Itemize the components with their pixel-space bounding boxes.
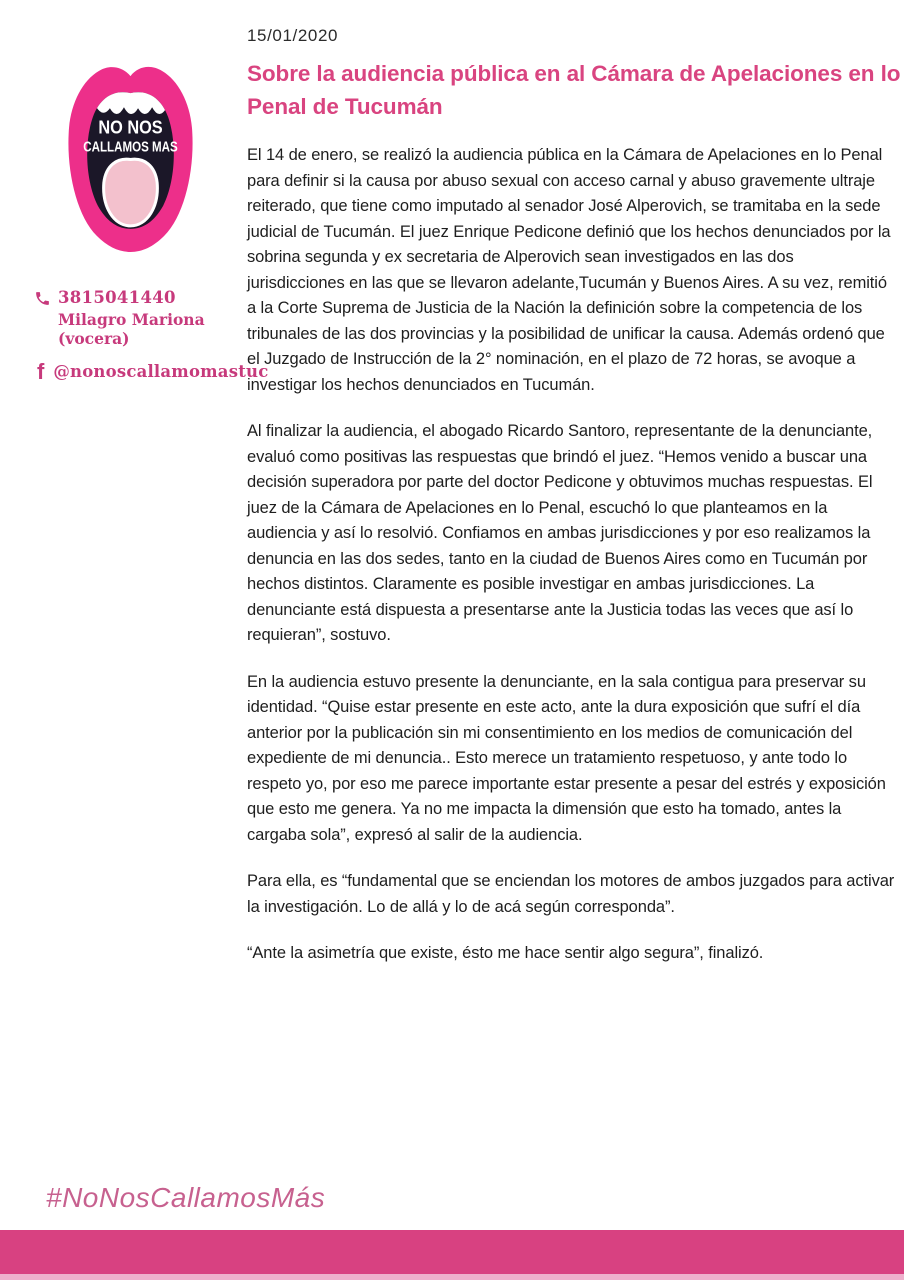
facebook-icon: f bbox=[37, 358, 45, 384]
article-paragraph: Para ella, es “fundamental que se enciendan los motores de ambos juzgados para activar la investigación. Lo de allá y lo de acá según corresponda”. bbox=[247, 872, 895, 916]
phone-number: 3815041440 bbox=[58, 288, 176, 307]
article-body bbox=[247, 143, 895, 988]
article-paragraph: En la audiencia estuvo presente la denunciante, en la sala contigua para preservar su identidad. “Quise estar presente en este acto, ante la dura exposición que sufrí el día anterior por la publicación sin mi consentimiento en los medios de comunicación del expediente de mi denuncia.. Esto merece un tratamiento respetuoso, y ante todo lo respeto yo, por eso me parece importante estar presente a pesar del estrés y exposición que esto me genera. Ya no me impacta la dimensión que esto ha tomado, antes la cargaba sola”, expresó al salir de la audiencia. bbox=[247, 672, 886, 844]
spokesperson-name: Milagro Mariona (vocera) bbox=[58, 310, 205, 348]
logo-text-line1: NO NOS bbox=[98, 117, 163, 138]
no-nos-callamos-mas-logo bbox=[64, 63, 197, 254]
logo-text-line2: CALLAMOS MAS bbox=[83, 138, 178, 156]
article-paragraph: El 14 de enero, se realizó la audiencia pública en la Cámara de Apelaciones en lo Penal para definir si la causa por abuso sexual con acceso carnal y abuso gravemente ultraje reiterado, que tiene como imputado al senador José Alperovich, se tramitaba en la sede judicial de Tucumán. El juez Enrique Pedicone definió que los hechos denunciados por la sobrina segunda y ex secretaria de Alperovich sean investigados en las dos jurisdicciones en las que se llevaron adelante,Tucumán y Buenos Aires. A su vez, remitió a la Corte Suprema de Justicia de la Nación la definición sobre la competencia de los tribunales de las dos provincias y la posibilidad de unificar la causa. Además ordenó que el Juzgado de Instrucción de la 2° nominación, en el plazo de 72 horas, se avoque a investigar los hechos denunciados en Tucumán. bbox=[247, 146, 891, 394]
contact-block bbox=[34, 288, 269, 384]
phone-contact-row bbox=[34, 288, 244, 348]
campaign-hashtag: #NoNosCallamosMás bbox=[46, 1182, 326, 1213]
footer-pink-bar bbox=[0, 1230, 904, 1274]
tongue-shape bbox=[104, 159, 158, 226]
footer-pink-bar-light-strip bbox=[0, 1274, 904, 1280]
date-text: 15/01/2020 bbox=[247, 26, 339, 45]
facebook-handle: @nonoscallamomastuc bbox=[53, 362, 269, 381]
page-title: Sobre la audiencia pública en al Cámara de Apelaciones en lo Penal de Tucumán bbox=[247, 61, 901, 119]
facebook-contact-row bbox=[34, 358, 269, 384]
article-paragraph: Al finalizar la audiencia, el abogado Ricardo Santoro, representante de la denunciante, evaluó como positivas las respuestas que brindó el juez. “Hemos venido a buscar una decisión superadora por parte del doctor Pedicone y obtuvimos muchas respuestas. El juez de la Cámara de Apelaciones en lo Penal, escuchó lo que planteamos en la audiencia y así lo resolvió. Confiamos en ambas jurisdicciones y por eso realizamos la denuncia en las dos sedes, tanto en la ciudad de Buenos Aires como en Tucumán por hechos distintos. Claramente es posible investigar en ambas jurisdicciones. La denunciante está dispuesta a presentarse ante la Justicia todas las veces que así lo requieran”, sostuvo. bbox=[247, 422, 873, 644]
open-mouth-icon bbox=[64, 63, 197, 254]
article-paragraph: “Ante la asimetría que existe, ésto me hace sentir algo segura”, finalizó. bbox=[247, 944, 764, 962]
phone-icon bbox=[34, 290, 51, 307]
